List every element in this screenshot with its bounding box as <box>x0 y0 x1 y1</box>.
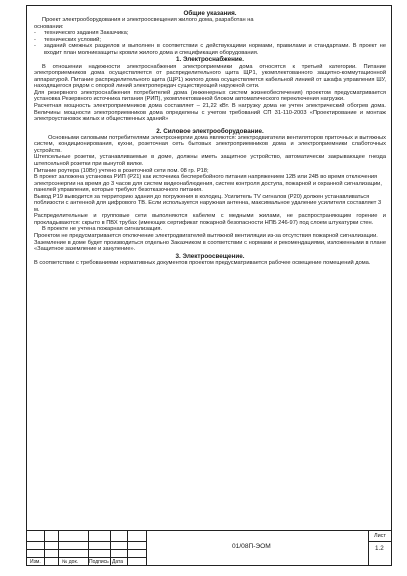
stamp-col-sign: Подпись <box>89 558 109 565</box>
sheet-label: Лист <box>374 533 386 539</box>
sheet-number: 1.2 <box>375 545 384 552</box>
general-intro-line-2: основании: <box>34 23 64 30</box>
stamp-col-line <box>127 531 128 566</box>
general-notes-title: Общие указания. <box>183 10 237 17</box>
section-1-paragraph: Расчетная мощность электроприемников дома составляет – 21,22 кВт. В нагрузку дома не учтен электрический обогрев дома. Величины мощности электроприемников дома определены с учетом требований СП 31-110-2003 «Проектирование и монтаж электроустановок жилых и общественных зданий» <box>34 102 386 123</box>
section-1-title: 1. Электроснабжение. <box>175 56 244 64</box>
section-2-paragraph: Проектом не предусматривается отключение электродвигателей вытяжной вентиляции из-за отсутствия пожарной сигнализации. <box>34 233 378 240</box>
section-3-title: 3. Электроосвещение. <box>175 252 245 260</box>
bullet-dash: - <box>34 30 36 37</box>
section-2-paragraph: Вывод Р19 выводится за территорию здания до погружения в колодец. Усилитель ТV сигналов (Р20) должен устанавливаться поблизости с антенной для цифрового ТВ. Если используется наружная антенна, максимальное удаление усилителя составляет 3 м. <box>34 193 382 213</box>
stamp-sheet-line <box>368 541 392 542</box>
section-2-paragraph: В проект заложена установка РИП (Р21) как источника бесперебойного питания напряжением 12В или 24В во время отключения электроэнергии на время до 3 часов для систем видеонаблюдения, систем контроля доступа, пожарной и охранной сигнализации, панелей управления, которые требуют безотказочного питания. <box>34 174 382 194</box>
stamp-col-line <box>110 531 111 566</box>
section-2-paragraph: Основными силовыми потребителями электроэнергии дома являются: электродвигатели вентиляторов приточных и вытяжных систем, кондиционирования, кухни, розеточная сеть бытовых электроприемников дома и электроприемники слаботочных устройств. <box>34 134 386 154</box>
stamp-col-doc: № док. <box>62 558 79 565</box>
stamp-col-line <box>58 531 59 566</box>
title-block <box>26 530 392 566</box>
general-bullet <box>34 43 386 56</box>
stamp-col-line <box>44 531 45 566</box>
section-2-title: 2. Силовое электрооборудование. <box>156 127 264 135</box>
section-2-paragraph: Штепсельные розетки, устанавливаемые в доме, должны иметь защитное устройство, автоматически закрывающее гнезда штепсельной розетки при вынутой вилке. <box>34 154 386 167</box>
section-2-paragraph: Питание роутера (10Вт) учтено в розеточной сети пом. 08 гр. Р18; <box>34 167 209 174</box>
general-bullet-text: заданий смежных разделов и выполнен в соответствии с действующими нормами, правилами и стандартами. В проект не входит план молниезащиты кровли жилого дома и спецификация оборудования. <box>44 43 386 56</box>
section-2-paragraph: В проекте не учтена пожарная сигнализация. <box>42 226 163 233</box>
general-bullet-text: технических условий; <box>44 36 101 43</box>
section-2-paragraph: Заземление в доме будет производиться отдельно Заказчиком в соответствии с нормами и рекомендациями, изложенными в плане «Защитное заземление и зануление». <box>34 239 386 253</box>
section-1-paragraph: Для резервного электроснабжения потребителей дома (инженерных систем жизнеобеспечения) проектом предусматривается установка Резервного источника питания (РИП), укомплектованной блоком автоматического переключения нагрузки. <box>34 89 386 103</box>
stamp-col-date: Дата <box>112 558 124 565</box>
document-code: 01/08П-ЭОМ <box>232 543 271 550</box>
general-intro-line-1: Проект электрооборудования и электроосвещения жилого дома, разработан на <box>42 17 254 24</box>
stamp-col-line <box>368 531 369 566</box>
bullet-dash: - <box>34 43 36 50</box>
document-body <box>34 10 386 266</box>
section-1-paragraph: В отношении надежности электроснабжения электроприемники дома относятся к третьей категории. Питание электроприемников дома осуществляется от распределительного щита ЩР1, укомплектованного защитно-коммутационной аппаратурой. Питание распределительного щита (ЩР1) жилого дома осуществляется кабельной линией от шкафа управления ШУ, находящегося рядом с опорой линий электропередач существующей наружной сети. <box>34 63 386 90</box>
bullet-dash: - <box>34 36 36 43</box>
stamp-col-izm: Изм. <box>30 558 41 565</box>
section-3-paragraph: В соответствии с требованиями нормативных документов проектом предусматривается рабочее освещение помещений дома. <box>34 259 371 266</box>
general-bullet-text: техническго задания Заказчика; <box>44 30 129 37</box>
stamp-col-line <box>146 531 147 566</box>
section-2-paragraph: Распределительные и групповые сети выполняются кабелем с медными жилами, не распространяющим горение и прокладываются: скрыто в ПВХ трубах (имеющих сертификат пожарной безопасности НПБ 246-97) под слоем штукатурки стен. <box>34 213 386 226</box>
